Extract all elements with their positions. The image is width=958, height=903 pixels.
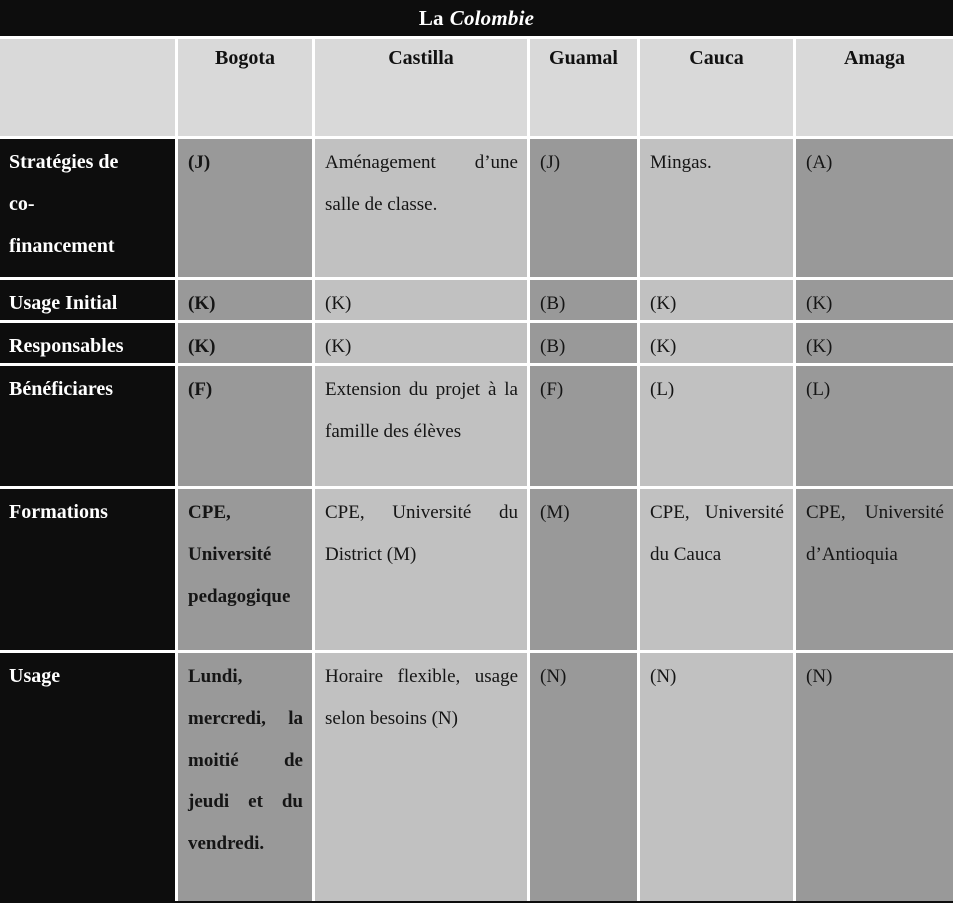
cell-responsables-castilla: (K) bbox=[315, 323, 527, 363]
row-label-responsables: Responsables bbox=[0, 323, 175, 363]
cell-strategies-de-co-financement-castilla: Aménagement d’une salle de classe. bbox=[315, 139, 527, 277]
cell-formations-amaga: CPE, Université d’Antioquia bbox=[796, 489, 953, 650]
cell-strategies-de-co-financement-bogota: (J) bbox=[178, 139, 312, 277]
cell-usage-initial-guamal: (B) bbox=[530, 280, 637, 320]
row-label-beneficiares: Bénéficiares bbox=[0, 366, 175, 486]
table-grid bbox=[0, 39, 953, 901]
column-header-bogota: Bogota bbox=[178, 39, 312, 136]
cell-usage-amaga: (N) bbox=[796, 653, 953, 901]
cell-responsables-guamal: (B) bbox=[530, 323, 637, 363]
cell-strategies-de-co-financement-guamal: (J) bbox=[530, 139, 637, 277]
column-header-guamal: Guamal bbox=[530, 39, 637, 136]
column-header-cauca: Cauca bbox=[640, 39, 793, 136]
cell-usage-bogota: Lundi, mercredi, la moitié de jeudi et du vendredi. bbox=[178, 653, 312, 901]
cell-usage-initial-bogota: (K) bbox=[178, 280, 312, 320]
cell-formations-castilla: CPE, Université du District (M) bbox=[315, 489, 527, 650]
cell-usage-castilla: Horaire flexible, usage selon besoins (N) bbox=[315, 653, 527, 901]
cell-usage-initial-cauca: (K) bbox=[640, 280, 793, 320]
cell-beneficiares-amaga: (L) bbox=[796, 366, 953, 486]
cell-responsables-bogota: (K) bbox=[178, 323, 312, 363]
cell-beneficiares-castilla: Extension du projet à la famille des élèves bbox=[315, 366, 527, 486]
cell-strategies-de-co-financement-cauca: Mingas. bbox=[640, 139, 793, 277]
row-label-strategies-de-co-financement: Stratégies de co-financement bbox=[0, 139, 175, 277]
cell-beneficiares-cauca: (L) bbox=[640, 366, 793, 486]
cell-formations-bogota: CPE, Université pedagogique bbox=[178, 489, 312, 650]
table-title-country: Colombie bbox=[449, 5, 535, 30]
cell-usage-cauca: (N) bbox=[640, 653, 793, 901]
column-header-castilla: Castilla bbox=[315, 39, 527, 136]
cell-beneficiares-guamal: (F) bbox=[530, 366, 637, 486]
corner-cell bbox=[0, 39, 175, 136]
cell-usage-initial-amaga: (K) bbox=[796, 280, 953, 320]
cell-responsables-cauca: (K) bbox=[640, 323, 793, 363]
row-label-formations: Formations bbox=[0, 489, 175, 650]
table-title-row bbox=[0, 0, 953, 36]
column-header-amaga: Amaga bbox=[796, 39, 953, 136]
row-label-usage-initial: Usage Initial bbox=[0, 280, 175, 320]
cell-usage-initial-castilla: (K) bbox=[315, 280, 527, 320]
table-title-prefix: La bbox=[418, 5, 444, 30]
cell-formations-cauca: CPE, Université du Cauca bbox=[640, 489, 793, 650]
cell-strategies-de-co-financement-amaga: (A) bbox=[796, 139, 953, 277]
cell-formations-guamal: (M) bbox=[530, 489, 637, 650]
row-label-usage: Usage bbox=[0, 653, 175, 901]
cell-responsables-amaga: (K) bbox=[796, 323, 953, 363]
cell-beneficiares-bogota: (F) bbox=[178, 366, 312, 486]
cell-usage-guamal: (N) bbox=[530, 653, 637, 901]
